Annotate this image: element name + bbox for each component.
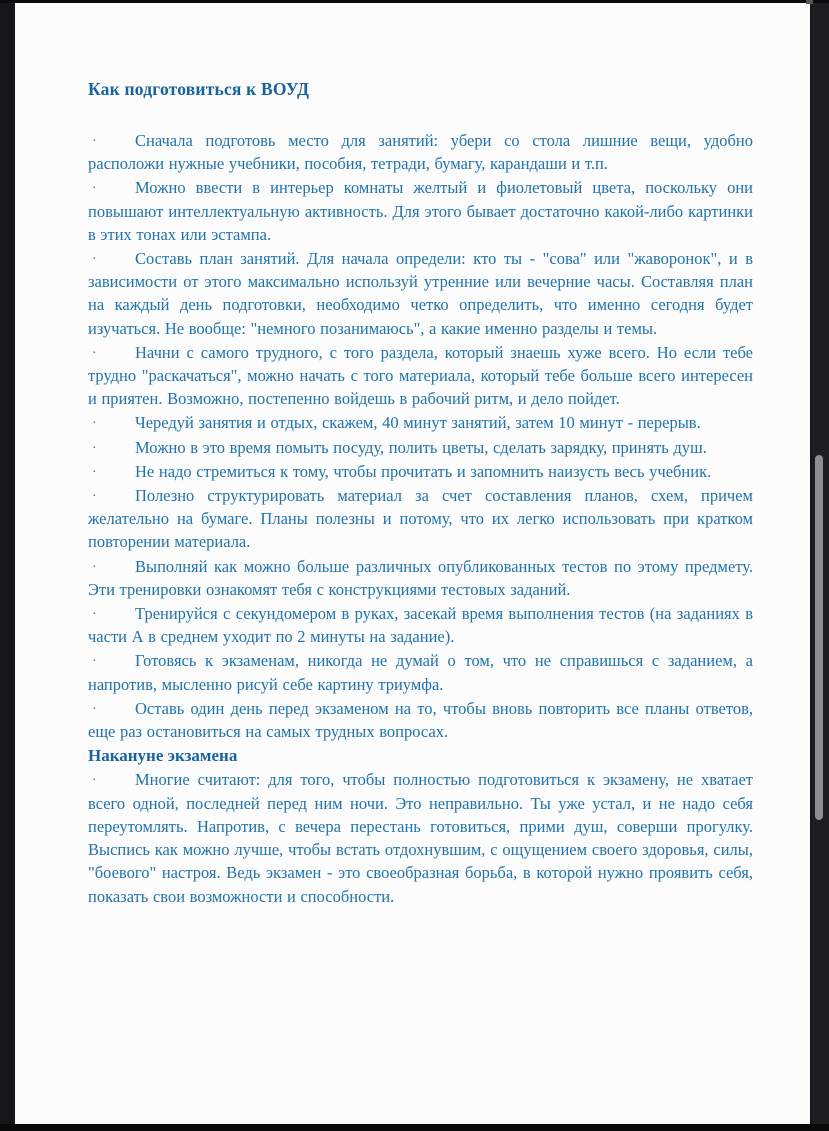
- bullet-marker: ·: [92, 654, 97, 670]
- scrollbar-top-remnant: [806, 0, 813, 4]
- bullet-paragraph: [88, 484, 753, 554]
- bullet-paragraph: [88, 176, 753, 246]
- bullet-marker: ·: [92, 345, 97, 361]
- paragraph-text: Не надо стремиться к тому, чтобы прочитать и запомнить наизусть весь учебник.: [135, 461, 712, 481]
- bullet-marker: ·: [92, 134, 97, 149]
- bullet-paragraph: [88, 129, 753, 175]
- bullet-paragraph: [88, 649, 753, 695]
- window-bottom-edge: [0, 1124, 829, 1131]
- section-subheading: Накануне экзамена: [88, 746, 238, 766]
- bullet-marker: ·: [92, 252, 97, 268]
- paragraph-text: Чередуй занятия и отдых, скажем, 40 минут занятий, затем 10 минут - перерыв.: [135, 413, 701, 433]
- paragraph-text: Оставь один день перед экзаменом на то, чтобы вновь повторить все планы ответов, еще раз остановиться на самых трудных вопросах.: [88, 698, 753, 742]
- paragraph-text: Выполняй как можно больше различных опубликованных тестов по этому предмету. Эти тренировки ознакомят тебя с конструкциями тестовых заданий.: [88, 556, 753, 599]
- bullet-marker: ·: [92, 773, 97, 789]
- bullet-paragraph: [88, 247, 753, 340]
- bullet-paragraph: [88, 555, 753, 601]
- paragraph-text: Можно в это время помыть посуду, полить цветы, сделать зарядку, принять душ.: [135, 437, 707, 457]
- bullet-paragraph: [88, 768, 753, 907]
- bullet-marker: ·: [92, 607, 97, 623]
- paragraph-text: Можно ввести в интерьер комнаты желтый и фиолетовый цвета, поскольку они повышают интеллектуальную активность. Для этого бывает достаточно какой-либо картинки в этих тонах или эстампа.: [88, 178, 753, 244]
- paragraph-text: Сначала подготовь место для занятий: убери со стола лишние вещи, удобно расположи нужные учебники, пособия, тетради, бумагу, карандаши и т.п.: [88, 131, 753, 174]
- bullet-marker: ·: [92, 701, 97, 717]
- bullet-marker: ·: [92, 559, 97, 575]
- paragraph-text: Тренируйся с секундомером в руках, засекай время выполнения тестов (на заданиях в части А в среднем уходит по 2 минуты на задание).: [88, 604, 753, 647]
- bullet-paragraph: [88, 460, 753, 483]
- bullet-marker: ·: [92, 181, 97, 197]
- bullet-paragraph: [88, 411, 753, 434]
- paragraph-text: Начни с самого трудного, с того раздела, который знаешь хуже всего. Но если тебе трудно "раскачаться", можно начать с того материала, который тебе больше всего интересен и приятен. Возможно, постепенно войдешь в рабочий ритм, и дело пойдет.: [88, 342, 753, 409]
- bullet-paragraph: [88, 697, 753, 743]
- bullet-paragraph: [88, 602, 753, 648]
- document-title: Как подготовиться к ВОУД: [88, 79, 310, 99]
- document-content: [15, 3, 810, 908]
- paragraph-text: Полезно структурировать материал за счет составления планов, схем, причем желательно на бумаге. Планы полезны и потому, что их легко использовать при кратком повторении материала.: [88, 486, 753, 552]
- paragraph-text: Готовясь к экзаменам, никогда не думай о том, что не справишься с заданием, а напротив, мысленно рисуй себе картину триумфа.: [88, 651, 753, 694]
- bullet-marker: ·: [92, 464, 97, 480]
- paragraph-text: Многие считают: для того, чтобы полностью подготовиться к экзамену, не хватает всего одной, последней перед ним ночи. Это неправильно. Ты уже устал, и не надо себя переутомлять. Напротив, с вечера перестань готовиться, прими душ, соверши прогулку. Выспись как можно лучше, чтобы встать отдохнувшим, с ощущением своего здоровья, силы, "боевого" настроя. Ведь экзамен - это своеобразная борьба, в которой нужно проявить себя, показать свои возможности и способности.: [88, 770, 753, 906]
- bullet-marker: ·: [92, 489, 97, 505]
- paragraph-text: Составь план занятий. Для начала определи: кто ты - "сова" или "жаворонок", и в зависимости от этого максимально используй утренние или вечерние часы. Составляя план на каждый день подготовки, необходимо четко определить, что именно сегодня будет изучаться. Не вообще: "немного позанимаюсь", а какие именно разделы и темы.: [88, 249, 753, 338]
- bullet-marker: ·: [92, 416, 97, 432]
- document-page: [15, 3, 810, 1124]
- bullet-marker: ·: [92, 440, 97, 456]
- bullet-paragraph: [88, 341, 753, 411]
- scrollbar-thumb[interactable]: [815, 455, 823, 820]
- bullet-paragraph: [88, 436, 753, 459]
